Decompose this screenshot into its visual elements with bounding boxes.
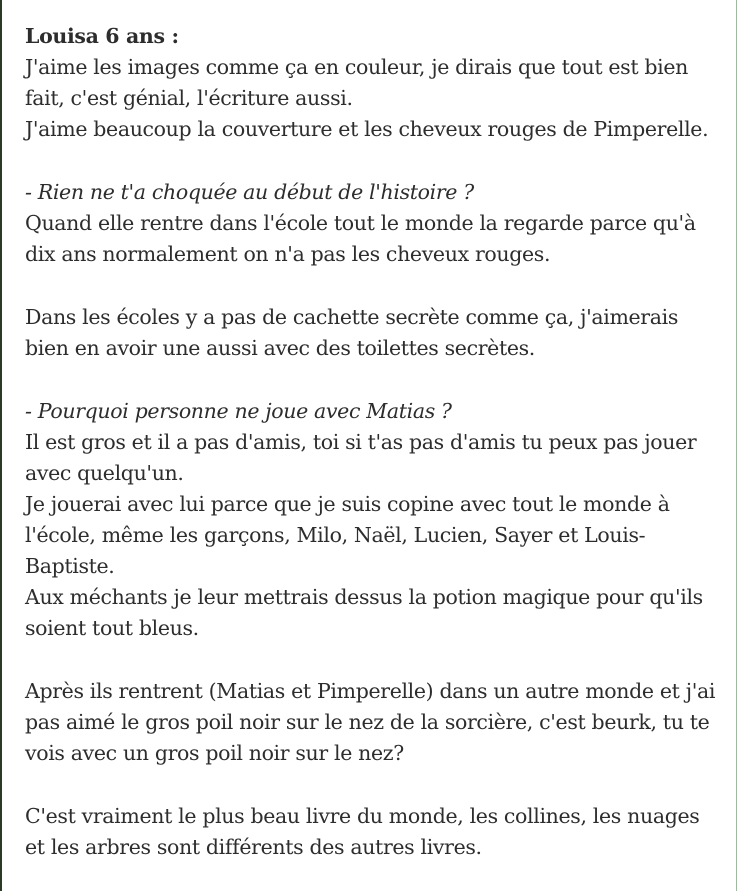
paragraph-images: J'aime les images comme ça en couleur, je dirais que tout est bien fait, c'est génial, l'écriture aussi. [25,55,688,110]
interview-text [25,21,725,863]
paragraph-best-book: C'est vraiment le plus beau livre du monde, les collines, les nuages et les arbres sont différents des autres livres. [25,804,700,859]
spacer [25,270,725,302]
spacer [25,145,725,177]
question-shock: - Rien ne t'a choquée au début de l'histoire ? [25,180,474,204]
answer-magic-potion: Aux méchants je leur mettrais dessus la potion magique pour qu'ils soient tout bleus. [25,585,703,640]
interview-heading: Louisa 6 ans : [25,24,179,48]
spacer [25,644,725,676]
spacer [25,364,725,396]
paragraph-secret-hideout: Dans les écoles y a pas de cachette secrète comme ça, j'aimerais bien en avoir une aussi avec des toilettes secrètes. [25,305,679,360]
paragraph-cover: J'aime beaucoup la couverture et les cheveux rouges de Pimperelle. [25,117,709,141]
spacer [25,769,725,801]
answer-red-hair: Quand elle rentre dans l'école tout le monde la regarde parce qu'à dix ans normalement on n'a pas les cheveux rouges. [25,211,696,266]
question-matias: - Pourquoi personne ne joue avec Matias ? [25,399,452,423]
answer-play-with-him: Je jouerai avec lui parce que je suis copine avec tout le monde à l'école, même les garçons, Milo, Naël, Lucien, Sayer et Louis-Baptiste. [25,492,670,578]
paragraph-other-world: Après ils rentrent (Matias et Pimperelle) dans un autre monde et j'ai pas aimé le gros poil noir sur le nez de la sorcière, c'est beurk, tu te vois avec un gros poil noir sur le nez? [25,679,716,765]
answer-no-friends: Il est gros et il a pas d'amis, toi si t'as pas d'amis tu peux pas jouer avec quelqu'un. [25,430,697,485]
